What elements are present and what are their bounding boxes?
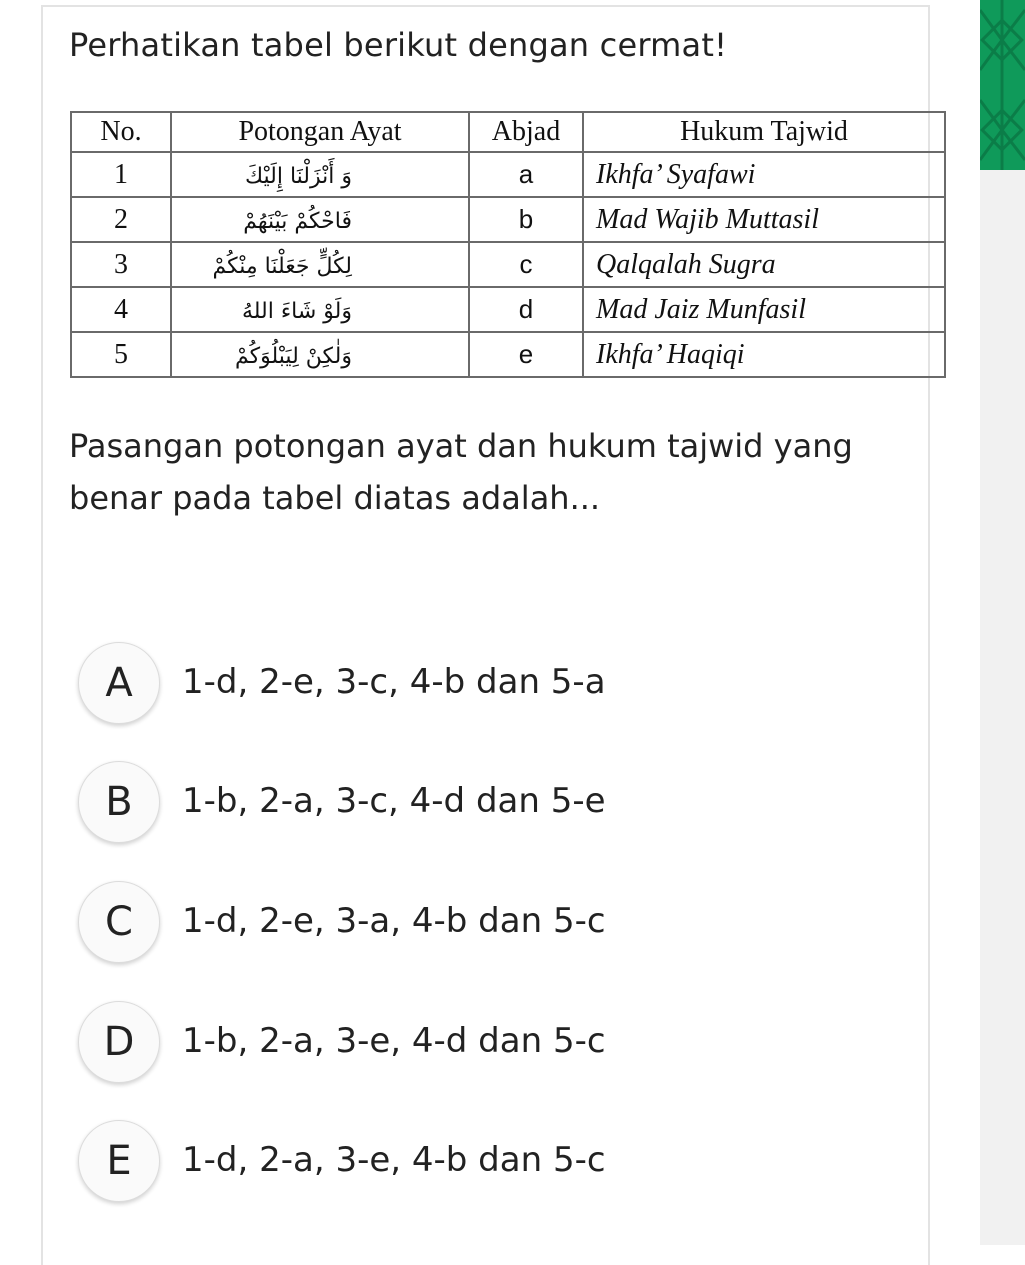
- row-number: 3: [71, 242, 171, 287]
- ayat-cell: [171, 152, 469, 197]
- table-row: [71, 332, 945, 377]
- row-number: 1: [71, 152, 171, 197]
- column-header: Abjad: [469, 112, 583, 152]
- option-c[interactable]: [78, 881, 678, 963]
- abjad-text: a: [518, 158, 534, 189]
- ayat-text: فَاحْكُمْ بَيْنَهُمْ: [243, 208, 352, 234]
- row-number: 2: [71, 197, 171, 242]
- row-number: 5: [71, 332, 171, 377]
- hukum-cell: Qalqalah Sugra: [583, 242, 945, 287]
- ayat-text: وَ أَنْزَلْنَا إِلَيْكَ: [244, 163, 352, 189]
- question-title: Perhatikan tabel berikut dengan cermat!: [69, 26, 728, 64]
- table-row: [71, 152, 945, 197]
- scrollbar-thumb[interactable]: [980, 0, 1025, 170]
- abjad-cell: [469, 332, 583, 377]
- option-d[interactable]: [78, 1001, 678, 1083]
- column-header: Potongan Ayat: [171, 112, 469, 152]
- scrollbar-track[interactable]: [980, 0, 1025, 1245]
- ayat-text: لِكُلٍّ جَعَلْنَا مِنْكُمْ: [212, 253, 352, 279]
- ayat-cell: [171, 197, 469, 242]
- option-text[interactable]: 1-b, 2-a, 3-e, 4-d dan 5-c: [182, 1021, 606, 1061]
- hukum-cell: Ikhfa’ Syafawi: [583, 152, 945, 197]
- column-header: No.: [71, 112, 171, 152]
- table-row: [71, 197, 945, 242]
- row-number: 4: [71, 287, 171, 332]
- table-row: [71, 242, 945, 287]
- abjad-cell: [469, 152, 583, 197]
- option-text[interactable]: 1-d, 2-a, 3-e, 4-b dan 5-c: [182, 1140, 606, 1180]
- table-header-row: [71, 112, 945, 152]
- abjad-cell: [469, 242, 583, 287]
- hukum-cell: Mad Wajib Muttasil: [583, 197, 945, 242]
- abjad-text: c: [519, 248, 533, 279]
- abjad-cell: [469, 197, 583, 242]
- hukum-cell: Mad Jaiz Munfasil: [583, 287, 945, 332]
- ayat-cell: [171, 332, 469, 377]
- ayat-cell: [171, 287, 469, 332]
- tajwid-table: [70, 111, 946, 378]
- option-letter-badge[interactable]: C: [78, 881, 160, 963]
- option-text[interactable]: 1-d, 2-e, 3-c, 4-b dan 5-a: [182, 662, 606, 702]
- ayat-cell: [171, 242, 469, 287]
- abjad-cell: [469, 287, 583, 332]
- option-letter-badge[interactable]: B: [78, 761, 160, 843]
- abjad-text: b: [518, 203, 534, 234]
- option-letter-badge[interactable]: D: [78, 1001, 160, 1083]
- option-letter-badge[interactable]: A: [78, 642, 160, 724]
- option-e[interactable]: [78, 1120, 678, 1202]
- option-letter-badge[interactable]: E: [78, 1120, 160, 1202]
- hukum-cell: Ikhfa’ Haqiqi: [583, 332, 945, 377]
- column-header: Hukum Tajwid: [583, 112, 945, 152]
- table-row: [71, 287, 945, 332]
- ayat-text: وَلَوْ شَاءَ اللهُ: [241, 298, 352, 324]
- question-prompt: Pasangan potongan ayat dan hukum tajwid yang benar pada tabel diatas adalah...: [69, 427, 853, 517]
- abjad-text: d: [518, 293, 534, 324]
- option-text[interactable]: 1-b, 2-a, 3-c, 4-d dan 5-e: [182, 781, 606, 821]
- option-a[interactable]: [78, 642, 678, 724]
- option-text[interactable]: 1-d, 2-e, 3-a, 4-b dan 5-c: [182, 901, 606, 941]
- ayat-text: وَلٰكِنْ لِيَبْلُوَكُمْ: [235, 343, 352, 369]
- abjad-text: e: [518, 338, 534, 369]
- option-b[interactable]: [78, 761, 678, 843]
